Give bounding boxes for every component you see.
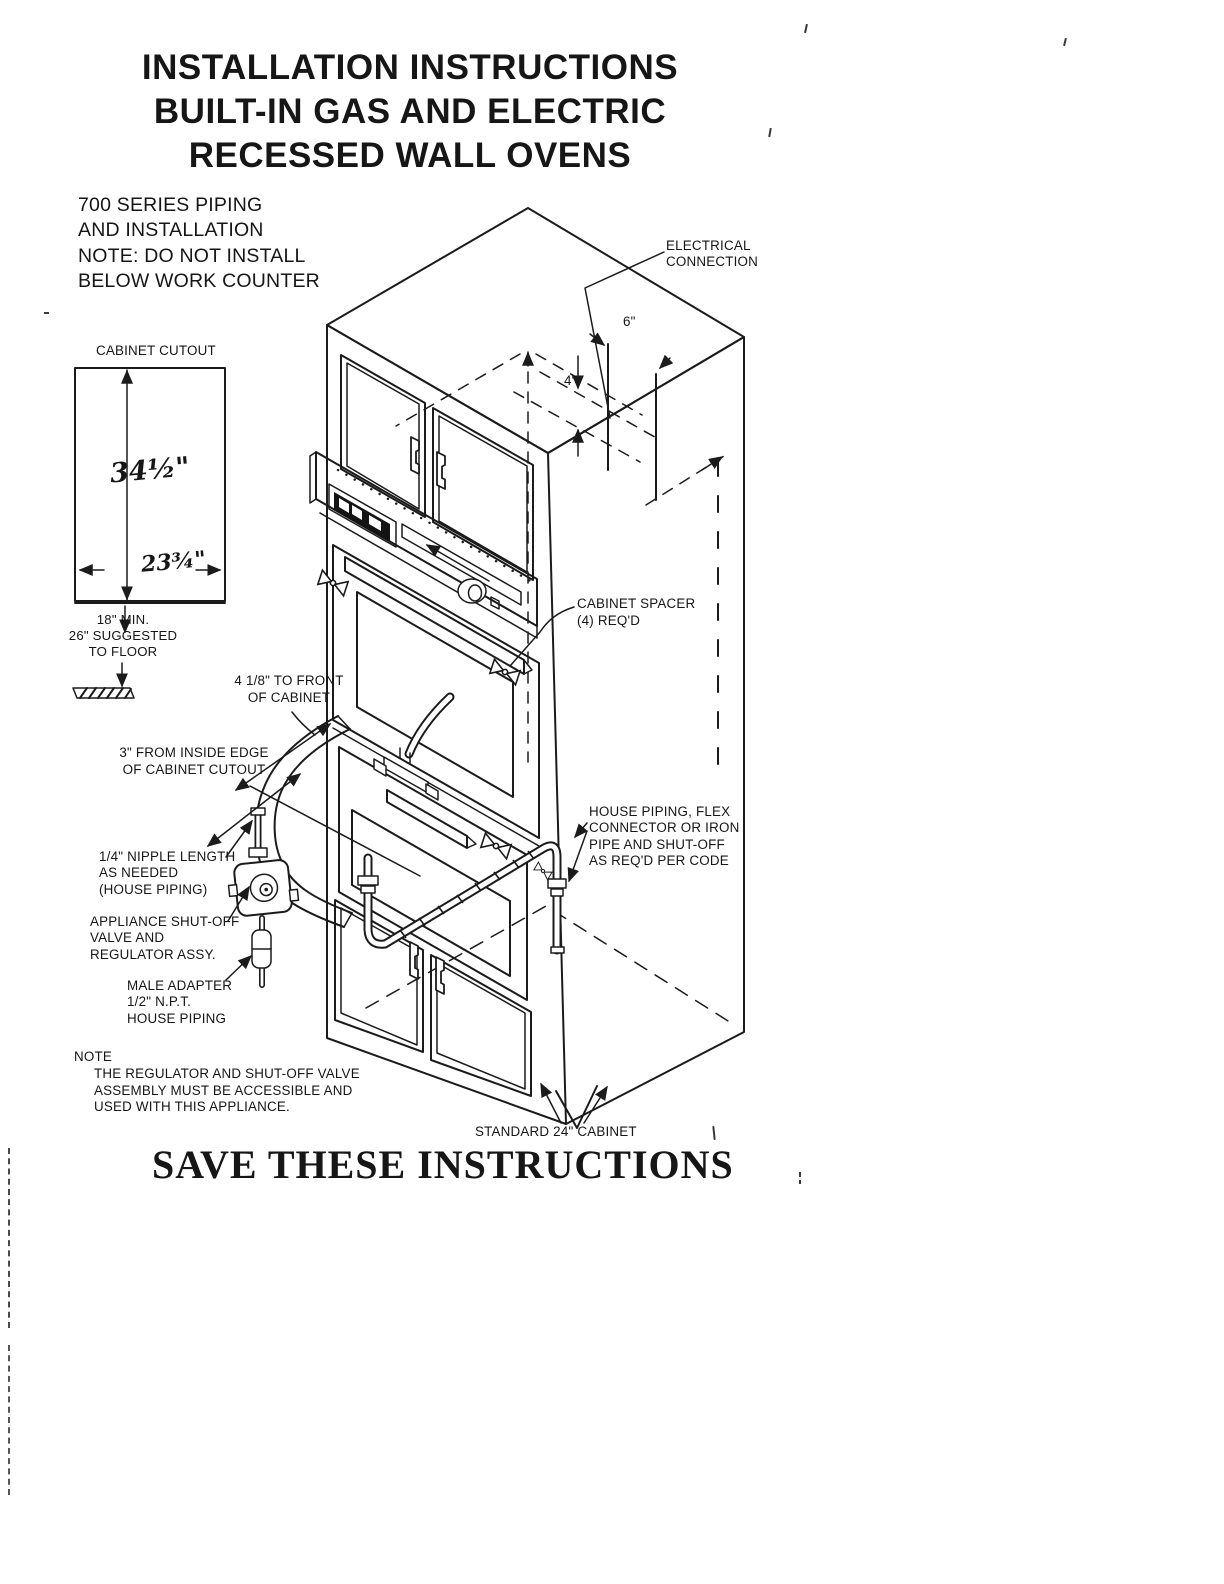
scan-speck [799, 1172, 801, 1177]
house-piping-label [589, 804, 739, 870]
label-line: (4) REQ'D [577, 613, 641, 628]
pipe-union [358, 876, 378, 893]
label-line: 26" SUGGESTED [68, 628, 178, 643]
label-line: OF CABINET [247, 690, 331, 705]
door-handle [411, 437, 419, 474]
label-line: MALE ADAPTER [127, 978, 233, 993]
dimension-lines [208, 712, 420, 876]
nipple-length-label [99, 849, 235, 898]
label-line: APPLIANCE SHUT-OFF [90, 914, 240, 929]
floor-hatch-symbol [73, 688, 134, 698]
scan-artifact-line [8, 1345, 10, 1495]
label-line: CONNECTOR OR IRON [589, 820, 740, 836]
note-heading: NOTE [74, 1049, 112, 1064]
cabinet-spacer-label [577, 595, 695, 629]
label-line: ELECTRICAL [666, 238, 751, 253]
series-piping-note [78, 193, 320, 295]
note-line: THE REGULATOR AND SHUT-OFF VALVE [94, 1066, 360, 1081]
electrical-connection-label [666, 238, 758, 271]
label-line: CONNECTION [666, 254, 759, 270]
door-handle [437, 452, 445, 489]
front-of-cabinet-label [206, 672, 372, 706]
note-line: AND INSTALLATION [78, 219, 264, 242]
save-instructions-heading: SAVE THESE INSTRUCTIONS [152, 1142, 734, 1187]
label-line: 3" FROM INSIDE EDGE [119, 745, 269, 760]
shutoff-valve-body [226, 858, 299, 917]
note-line: NOTE: DO NOT INSTALL [78, 244, 306, 267]
electrical-connection-lines [578, 252, 670, 500]
scan-speck [799, 1180, 801, 1184]
six-inch-dimension: 6" [623, 314, 636, 329]
label-line: 1/2" N.P.T. [127, 994, 192, 1010]
note-line: 700 SERIES PIPING [78, 194, 263, 216]
note-line: ASSEMBLY MUST BE ACCESSIBLE AND [94, 1082, 353, 1098]
oven-control-panel [310, 452, 537, 638]
label-line: PIPE AND SHUT-OFF [589, 836, 725, 852]
shutoff-valve-label [90, 914, 239, 963]
label-line: 1/4" NIPPLE LENGTH [99, 849, 236, 864]
label-line: 4 1/8" TO FRONT [234, 673, 344, 688]
page-title [90, 46, 730, 178]
male-adapter-label [127, 978, 232, 1027]
label-line: AS REQ'D PER CODE [589, 853, 729, 869]
four-inch-dimension: 4" [564, 373, 577, 388]
cutout-height-dimension: 34½" [108, 451, 192, 490]
label-line: CABINET SPACER [577, 596, 696, 611]
title-line: RECESSED WALL OVENS [188, 136, 632, 175]
inside-edge-label [98, 744, 290, 778]
cabinet-cutout-label: CABINET CUTOUT [96, 343, 216, 358]
scan-speck [44, 312, 49, 314]
label-line: (HOUSE PIPING) [99, 881, 208, 897]
label-line: HOUSE PIPING [127, 1010, 227, 1026]
door-handle [436, 957, 444, 994]
note-body [94, 1066, 360, 1116]
gas-piping [358, 697, 566, 953]
scan-artifact-line [8, 1148, 10, 1328]
note-line: BELOW WORK COUNTER [78, 270, 320, 293]
dashed-line-arrows [528, 353, 722, 470]
label-line: REGULATOR ASSY. [90, 946, 216, 962]
standard-cabinet-label: STANDARD 24" CABINET [475, 1124, 637, 1139]
cutout-width-dimension: 23¾" [139, 546, 208, 578]
note-line: USED WITH THIS APPLIANCE. [94, 1099, 290, 1115]
title-line: INSTALLATION INSTRUCTIONS [141, 48, 679, 87]
label-line: TO FLOOR [88, 644, 158, 659]
cabinet-outline [327, 208, 744, 1128]
label-line: AS NEEDED [99, 865, 179, 881]
title-line: BUILT-IN GAS AND ELECTRIC [153, 92, 667, 131]
floor-clearance-label [56, 612, 190, 660]
label-line: VALVE AND [90, 930, 165, 946]
label-line: 18" MIN. [96, 612, 150, 627]
label-line: OF CABINET CUTOUT [122, 762, 266, 777]
label-line: HOUSE PIPING, FLEX [589, 804, 731, 819]
